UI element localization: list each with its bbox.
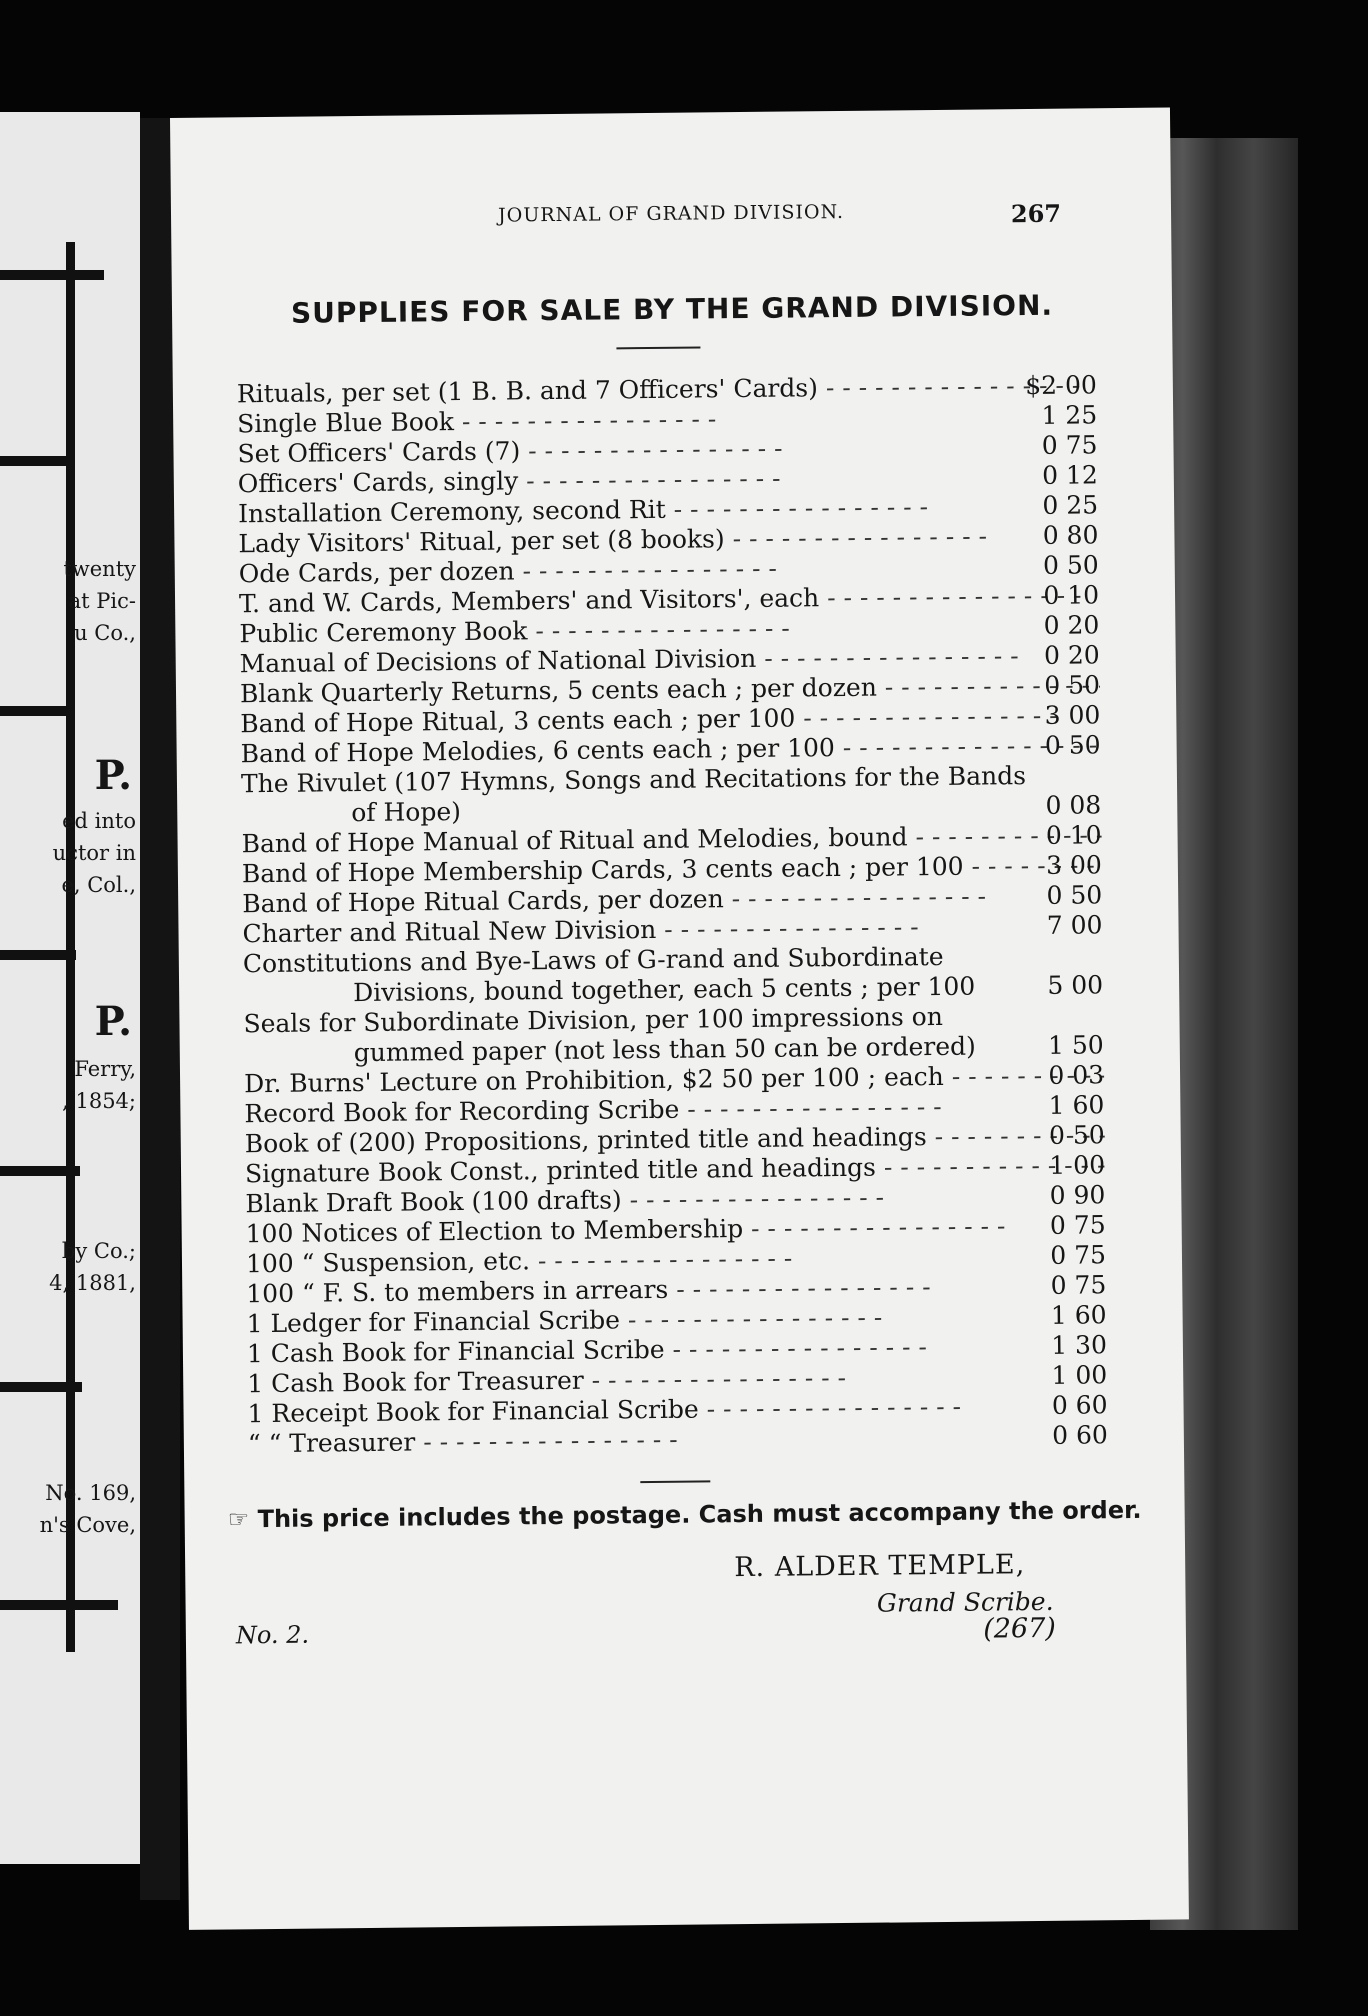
item-price: 0 50 (1048, 1120, 1105, 1150)
item-label: “ “ Treasurer - - - (248, 1420, 1108, 1459)
item-label: T. and W. Cards, Members' and Visitors', each - - - (239, 580, 1099, 619)
item-price: 1 00 (1051, 1360, 1108, 1390)
item-label: Dr. Burns' Lecture on Prohibition, $2 50 per 100 ; each - - - (244, 1060, 1104, 1099)
frame-border-bar (0, 456, 70, 466)
item-price: 0 75 (1050, 1240, 1107, 1270)
item-price: 0 50 (1044, 670, 1101, 700)
item-price: 0 75 (1049, 1210, 1106, 1240)
item-price: 0 50 (1042, 550, 1099, 580)
frame-border-bar (0, 950, 76, 960)
item-label: Band of Hope Ritual, 3 cents each ; per 100 - - - (240, 700, 1100, 739)
list-end-rule (640, 1480, 710, 1483)
frame-border-bar (0, 1382, 82, 1392)
title-rule (616, 346, 700, 349)
item-label-continuation: gummed paper (not less than 50 can be ordered) (353, 1031, 976, 1068)
notice-line: ☞ This price includes the postage. Cash must accompany the order. (227, 1495, 1142, 1534)
left-text-fragment: ed into (62, 809, 136, 833)
page-number: 267 (1010, 198, 1062, 229)
item-price: 0 90 (1049, 1180, 1106, 1210)
item-label: Installation Ceremony, second Rit - - - (238, 490, 1098, 529)
item-price: 0 20 (1043, 610, 1100, 640)
left-text-fragment: , 1854; (62, 1089, 136, 1113)
item-price: 1 30 (1051, 1330, 1108, 1360)
item-label-continuation: of Hope) (351, 796, 462, 828)
item-price: 0 10 (1043, 580, 1100, 610)
item-price: 0 10 (1045, 820, 1102, 850)
item-label: Manual of Decisions of National Division - - - (240, 640, 1100, 679)
item-price: 0 75 (1041, 430, 1098, 460)
left-text-fragment: twenty (63, 557, 136, 581)
item-label: 100 “ Suspension, etc. - - - (246, 1240, 1106, 1279)
item-price: 0 80 (1042, 520, 1099, 550)
item-label: Band of Hope Manual of Ritual and Melodies, bound - - - (241, 820, 1101, 859)
price-list-item (243, 940, 1104, 1009)
item-label: Blank Quarterly Returns, 5 cents each ; per dozen - - - (240, 670, 1100, 709)
item-label: Band of Hope Ritual Cards, per dozen - - - (242, 880, 1102, 919)
item-label: Set Officers' Cards (7) - - - (237, 430, 1097, 469)
item-label: The Rivulet (107 Hymns, Songs and Recitations for the Bands (240, 761, 1027, 799)
signer-role: Grand Scribe. (876, 1586, 1054, 1618)
left-text-fragment: Ferry, (74, 1057, 136, 1081)
item-label: Lady Visitors' Ritual, per set (8 books) - - - (238, 520, 1098, 559)
item-price: 0 20 (1043, 640, 1100, 670)
page-title: SUPPLIES FOR SALE BY THE GRAND DIVISION. (290, 288, 1054, 330)
right-page (170, 108, 1189, 1930)
item-label: 100 “ F. S. to members in arrears - - - (246, 1270, 1106, 1309)
left-text-fragment: n's Cove, (39, 1513, 136, 1537)
item-label: Constitutions and Bye-Laws of G-rand and Subordinate (242, 941, 944, 979)
left-text-fragment: P. (94, 752, 132, 799)
item-label: 1 Receipt Book for Financial Scribe - - - (247, 1390, 1107, 1429)
left-text-fragment: e, Col., (61, 873, 136, 897)
frame-border-bar (0, 1600, 118, 1610)
item-label-continuation: Divisions, bound together, each 5 cents ; per 100 (353, 971, 976, 1008)
left-page-fragment (0, 112, 140, 1864)
running-header: JOURNAL OF GRAND DIVISION. (497, 200, 845, 227)
item-label: Ode Cards, per dozen - - - (239, 550, 1099, 589)
item-label: Public Ceremony Book - - - (239, 610, 1099, 649)
price-list-item (243, 1000, 1104, 1069)
left-text-fragment: P. (94, 998, 132, 1045)
item-label: Rituals, per set (1 B. B. and 7 Officers' Cards) - - - (237, 370, 1097, 409)
item-label: 100 Notices of Election to Membership - - - (246, 1210, 1106, 1249)
item-label: 1 Ledger for Financial Scribe - - - (246, 1300, 1106, 1339)
item-price: 0 60 (1051, 1390, 1108, 1420)
left-text-fragment: No. 169, (45, 1481, 136, 1505)
item-price: 3 00 (1044, 700, 1101, 730)
frame-border-vertical (66, 242, 75, 1652)
item-label: Charter and Ritual New Division - - - (242, 910, 1102, 949)
item-price: 0 08 (1045, 790, 1102, 820)
item-price: 0 50 (1044, 730, 1101, 760)
price-list (237, 370, 1108, 1459)
item-label: Band of Hope Membership Cards, 3 cents each ; per 100 - - - (242, 850, 1102, 889)
item-price: 1 25 (1041, 400, 1098, 430)
item-label: Band of Hope Melodies, 6 cents each ; per 100 - - - (241, 730, 1101, 769)
item-price: 7 00 (1046, 910, 1103, 940)
item-price: 1 50 (1047, 1030, 1104, 1060)
frame-border-bar (0, 1166, 80, 1176)
item-price: 0 75 (1050, 1270, 1107, 1300)
item-label: Single Blue Book - - - (237, 400, 1097, 439)
item-label: Seals for Subordinate Division, per 100 impressions on (243, 1001, 944, 1039)
item-price: 3 00 (1046, 850, 1103, 880)
item-label: Record Book for Recording Scribe - - - (244, 1090, 1104, 1129)
item-price: 0 03 (1048, 1060, 1105, 1090)
left-text-fragment: by Co.; (61, 1239, 136, 1263)
item-price: 0 25 (1042, 490, 1099, 520)
item-price: 0 60 (1052, 1420, 1108, 1450)
price-list-item (241, 760, 1102, 829)
item-label: Blank Draft Book (100 drafts) - - - (245, 1180, 1105, 1219)
item-label: 1 Cash Book for Financial Scribe - - - (247, 1330, 1107, 1369)
signer-name: R. ALDER TEMPLE, (734, 1549, 1026, 1584)
item-price: 5 00 (1047, 970, 1104, 1000)
frame-border-bar (0, 706, 70, 716)
item-price: $2 00 (1025, 370, 1097, 401)
item-price: 1 00 (1049, 1150, 1106, 1180)
item-label: Signature Book Const., printed title and headings - - - (245, 1150, 1105, 1189)
issue-number: No. 2. (235, 1620, 310, 1650)
left-text-fragment: u Co., (74, 621, 136, 645)
item-price: 0 12 (1041, 460, 1098, 490)
item-label: Officers' Cards, singly - - - (238, 460, 1098, 499)
item-label: Book of (200) Propositions, printed title and headings - - - (245, 1120, 1105, 1159)
left-text-fragment: uctor in (52, 841, 136, 865)
item-price: 1 60 (1048, 1090, 1105, 1120)
footer-page-number: (267) (983, 1612, 1057, 1645)
frame-border-bar (0, 270, 104, 280)
left-text-fragment: 4, 1881, (49, 1271, 136, 1295)
item-price: 1 60 (1050, 1300, 1107, 1330)
item-price: 0 50 (1046, 880, 1103, 910)
left-text-fragment: at Pic- (68, 589, 136, 613)
item-label: 1 Cash Book for Treasurer - - - (247, 1360, 1107, 1399)
